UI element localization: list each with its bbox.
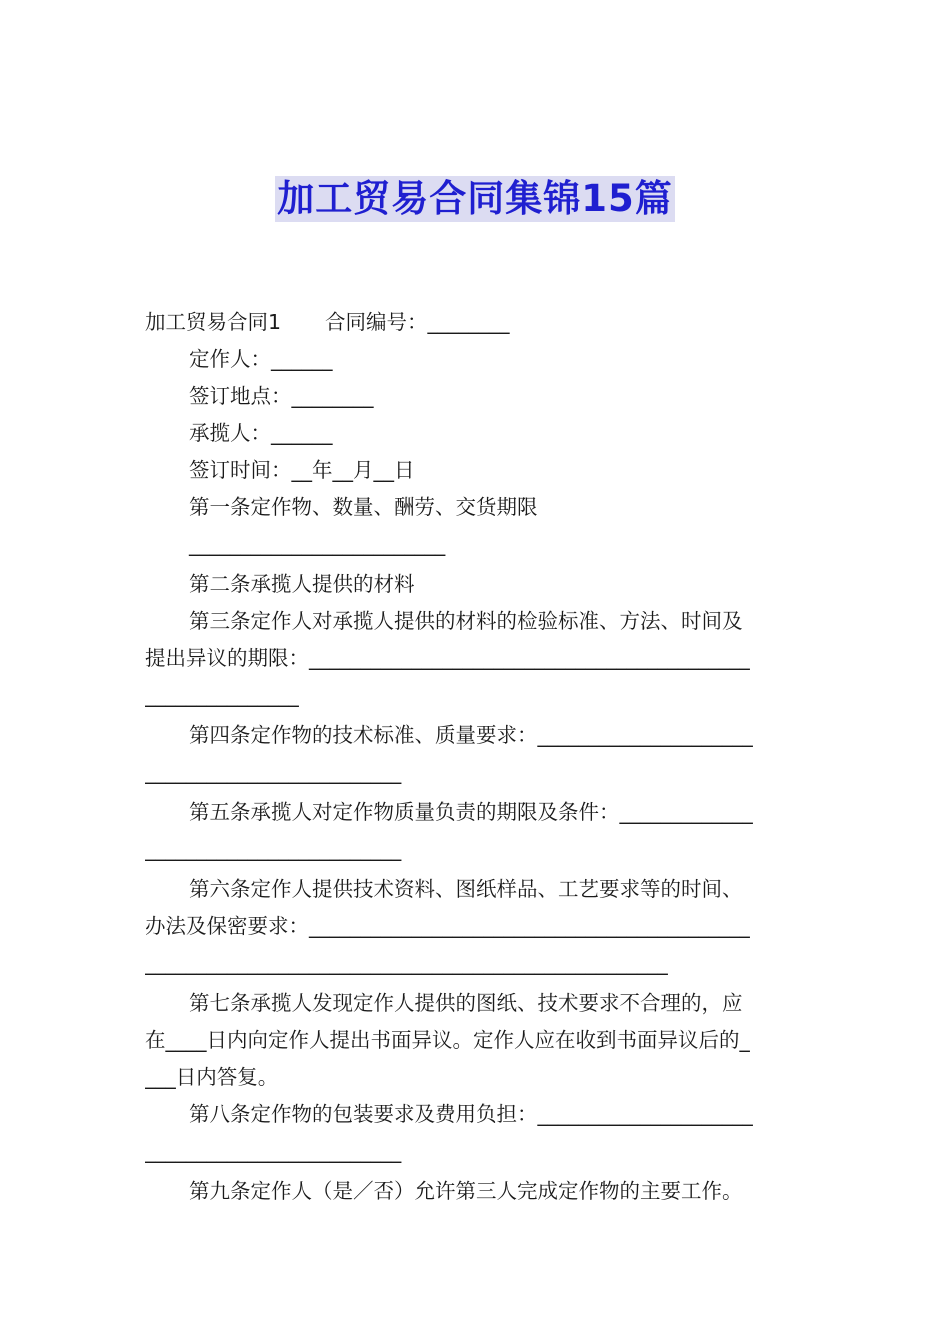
orderer-line: 定作人：______ (189, 347, 333, 371)
article-2: 第二条承揽人提供的材料 (189, 572, 415, 596)
article-6-cont: 办法及保密要求：___________________________________________ (145, 914, 750, 938)
article-3-cont: 提出异议的期限：___________________________________________ (145, 646, 750, 670)
article-7-cont: 在____日内向定作人提出书面异议。定作人应在收到书面异议后的_ (145, 1028, 750, 1052)
article-7: 第七条承揽人发现定作人提供的图纸、技术要求不合理的，应 (189, 991, 743, 1015)
article-8: 第八条定作物的包装要求及费用负担：_____________________ (189, 1102, 753, 1126)
article-4: 第四条定作物的技术标准、质量要求：_____________________ (189, 723, 753, 747)
contract-heading-line (145, 304, 807, 341)
title-container (0, 176, 950, 222)
contract-number: 合同编号：________ (325, 310, 510, 334)
article-5-blank: _________________________ (145, 837, 402, 861)
article-4-blank: _________________________ (145, 760, 402, 784)
article-6-blank: ___________________________________________________ (145, 951, 668, 975)
signing-time-line: 签订时间：__年__月__日 (189, 458, 415, 482)
contractor-line: 承揽人：______ (189, 421, 333, 445)
article-6: 第六条定作人提供技术资料、图纸样品、工艺要求等的时间、 (189, 877, 743, 901)
article-7-end: ___日内答复。 (145, 1065, 279, 1089)
article-3-blank: _______________ (145, 683, 299, 707)
article-1-blank: _________________________ (189, 532, 446, 556)
article-5: 第五条承揽人对定作物质量负责的期限及条件：_____________ (189, 800, 753, 824)
document-body (145, 304, 807, 1210)
document-title: 加工贸易合同集锦15篇 (277, 177, 673, 220)
article-9: 第九条定作人（是／否）允许第三人完成定作物的主要工作。 (189, 1179, 743, 1203)
signing-place-line: 签订地点：________ (189, 384, 374, 408)
contract-name: 加工贸易合同1 (145, 310, 282, 334)
article-3: 第三条定作人对承揽人提供的材料的检验标准、方法、时间及 (189, 609, 743, 633)
article-1: 第一条定作物、数量、酬劳、交货期限 (189, 495, 538, 519)
article-8-blank: _________________________ (145, 1139, 402, 1163)
